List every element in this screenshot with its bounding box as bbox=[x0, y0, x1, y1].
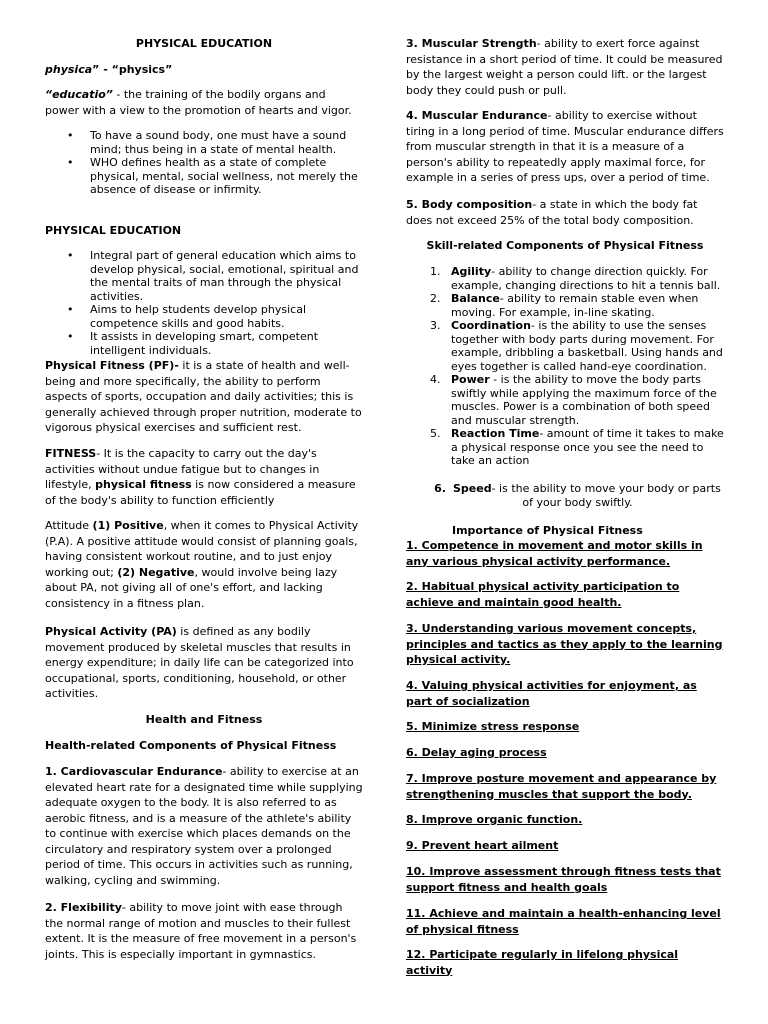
importance-item: 9. Prevent heart ailment bbox=[406, 839, 559, 852]
importance-item: 1. Competence in movement and motor skills in any various physical activity performance. bbox=[406, 539, 703, 568]
importance-item: 12. Participate regularly in lifelong physical activity bbox=[406, 948, 679, 977]
skill-components-list bbox=[406, 265, 724, 468]
list-item: 5. Reaction Time- amount of time it takes to make a physical response once you see the need to take an action bbox=[430, 427, 724, 467]
section-heading: Skill-related Components of Physical Fitness bbox=[426, 239, 704, 252]
page-title: PHYSICAL EDUCATION bbox=[135, 37, 273, 50]
physical-fitness-definition: Physical Fitness (PF)- it is a state of health and well-being and more specifically, the ability to perform aspects of sports, occupation and daily activities; this is generally achieved through proper nutrition, moderate to vigorous physical exercises and sufficient rest. bbox=[45, 359, 362, 434]
speed-item: 6. Speed- is the ability to move your body or parts of your body swiftly. bbox=[434, 482, 721, 509]
physica-definition: physica” - “physics” bbox=[45, 63, 173, 76]
section-heading: Importance of Physical Fitness bbox=[452, 524, 643, 537]
importance-item: 5. Minimize stress response bbox=[406, 720, 580, 733]
list-item: • To have a sound body, one must have a sound mind; thus being in a state of mental health. bbox=[45, 129, 363, 156]
section-heading: PHYSICAL EDUCATION bbox=[45, 224, 182, 237]
list-item: 2. Balance- ability to remain stable even when moving. For example, in-line skating. bbox=[430, 292, 699, 319]
list-item: • WHO defines health as a state of complete physical, mental, social wellness, not merely the absence of disease or infirmity. bbox=[45, 156, 363, 197]
importance-item: 10. Improve assessment through fitness tests that support fitness and health goals bbox=[406, 865, 721, 894]
muscular-strength: 3. Muscular Strength- ability to exert force against resistance in a short period of time. It could be measured by the largest weight a person could lift. or the largest body they could push or pull. bbox=[406, 37, 723, 97]
list-item: 3. Coordination- is the ability to use the senses together with body parts during movement. For example, dribbling a basketball. Using hands and eyes together is called hand-eye coordination. bbox=[430, 319, 723, 373]
importance-item: 4. Valuing physical activities for enjoyment, as part of socialization bbox=[406, 679, 697, 708]
importance-item: 6. Delay aging process bbox=[406, 746, 547, 759]
importance-item: 7. Improve posture movement and appearance by strengthening muscles that support the body. bbox=[406, 772, 717, 801]
fitness-definition: FITNESS- It is the capacity to carry out the day's activities without undue fatigue but to changes in lifestyle, physical fitness is now considered a measure of the body's ability to function efficiently bbox=[45, 447, 356, 507]
bullet-list-2 bbox=[45, 249, 363, 357]
section-heading: Health-related Components of Physical Fitness bbox=[45, 739, 337, 752]
list-item: • Integral part of general education which aims to develop physical, social, emotional, spiritual and the mental traits of man through the physical activities. bbox=[45, 249, 363, 303]
attitude-paragraph: Attitude (1) Positive, when it comes to Physical Activity (P.A). A positive attitude would consist of planning goals, having consistent workout routine, and to just enjoy working out; (2) Negative, would involve being lazy about PA, not giving all of one's effort, and lacking consistency in a fitness plan. bbox=[45, 519, 359, 610]
physical-activity-definition: Physical Activity (PA) is defined as any bodily movement produced by skeletal muscles that results in energy expenditure; in daily life can be categorized into occupational, sports, conditioning, household, or other activities. bbox=[45, 625, 354, 700]
cardiovascular-endurance: 1. Cardiovascular Endurance- ability to exercise at an elevated heart rate for a designated time while supplying adequate oxygen to the body. It is also referred to as aerobic fitness, and is a measure of the athlete's ability to continue with exercise which places demands on the circulatory and respiratory system over a prolonged period of time. This occurs in activities such as running, walking, cycling and swimming. bbox=[45, 765, 363, 887]
list-item: • Aims to help students develop physical competence skills and good habits. bbox=[45, 303, 363, 330]
body-composition: 5. Body composition- a state in which the body fat does not exceed 25% of the total body composition. bbox=[406, 198, 698, 227]
importance-item: 2. Habitual physical activity participation to achieve and maintain good health. bbox=[406, 580, 680, 609]
importance-item: 8. Improve organic function. bbox=[406, 813, 583, 826]
importance-item: 3. Understanding various movement concepts, principles and tactics as they apply to the learning physical activity. bbox=[406, 622, 723, 666]
list-item: 1. Agility- ability to change direction quickly. For example, changing directions to hit a tennis ball. bbox=[430, 265, 721, 292]
section-heading: Health and Fitness bbox=[145, 713, 263, 726]
flexibility: 2. Flexibility- ability to move joint with ease through the normal range of motion and muscles to their fullest extent. It is the measure of free movement in a person's joints. This is especially important in gymnastics. bbox=[45, 901, 357, 961]
bullet-list-1 bbox=[45, 129, 363, 197]
educatio-definition: “educatio” - the training of the bodily organs and power with a view to the promotion of hearts and vigor. bbox=[45, 88, 352, 117]
importance-item: 11. Achieve and maintain a health-enhancing level of physical fitness bbox=[406, 907, 721, 936]
list-item: 4. Power - is the ability to move the body parts swiftly while applying the maximum force of the muscles. Power is a combination of both speed and muscular strength. bbox=[430, 373, 717, 427]
list-item: • It assists in developing smart, competent intelligent individuals. bbox=[45, 330, 363, 357]
muscular-endurance: 4. Muscular Endurance- ability to exercise without tiring in a long period of time. Muscular endurance differs from muscular strength in that it is a measure of a person's ability to repeatedly apply maximal force, for example in a series of press ups, over a period of time. bbox=[406, 109, 724, 184]
